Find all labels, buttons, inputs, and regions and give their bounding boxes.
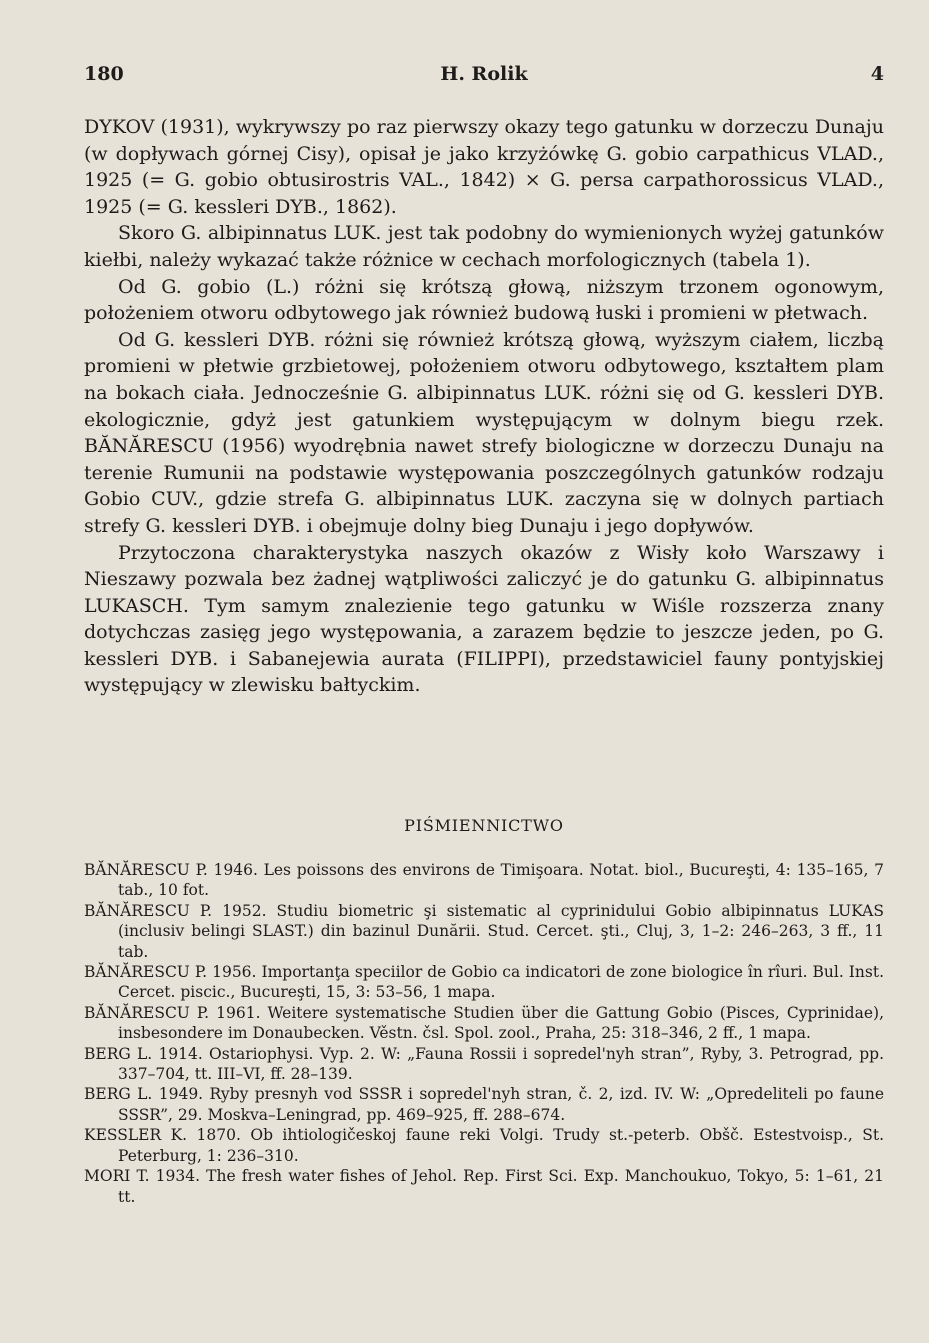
- reference-item: MORI T. 1934. The fresh water fishes of Jehol. Rep. First Sci. Exp. Manchoukuo, Tokyo, 5: 1–61, 21 tt.: [84, 1167, 884, 1206]
- section-number: 4: [870, 63, 884, 85]
- paragraph: Od G. gobio (L.) różni się krótszą głową, niższym trzonem ogonowym, położeniem otworu odbytowego jak również budową łuski i promieni w płetwach.: [84, 275, 884, 325]
- page-number: 180: [84, 63, 124, 85]
- body-text: [84, 114, 884, 699]
- paragraph: DYKOV (1931), wykrywszy po raz pierwszy okazy tego gatunku w dorzeczu Dunaju (w dopływach górnej Cisy), opisał je jako krzyżówkę G. gobio carpathicus VLAD., 1925 (= G. gobio obtusirostris VAL., 1842) × G. persa carpathorossicus VLAD., 1925 (= G. kessleri DYB., 1862).: [84, 116, 884, 218]
- reference-item: BĂNĂRESCU P. 1946. Les poissons des environs de Timişoara. Notat. biol., Bucureşti, 4: 135–165, 7 tab., 10 fot.: [84, 861, 884, 900]
- page-header: [84, 63, 884, 89]
- paragraph: Od G. kessleri DYB. różni się również krótszą głową, wyższym ciałem, liczbą promieni w płetwie grzbietowej, położeniem otworu odbytowego, kształtem plam na bokach ciała. Jednocześnie G. albipinnatus LUK. różni się od G. kessleri DYB. ekologicznie, gdyż jest gatunkiem występującym w dolnym biegu rzek. BĂNĂRESCU (1956) wyodrębnia nawet strefy biologiczne w dorzeczu Dunaju na terenie Rumunii na podstawie występowania poszczególnych gatunków rodzaju Gobio CUV., gdzie strefa G. albipinnatus LUK. zaczyna się w dolnych partiach strefy G. kessleri DYB. i obejmuje dolny bieg Dunaju i jego dopływów.: [84, 328, 884, 537]
- references-list: [84, 860, 884, 1207]
- reference-item: BERG L. 1949. Ryby presnyh vod SSSR i sopredel'nyh stran, č. 2, izd. IV. W: „Opredeliteli po faune SSSR”, 29. Moskva–Leningrad, pp. 469–925, ff. 288–674.: [84, 1085, 884, 1124]
- paragraph: Skoro G. albipinnatus LUK. jest tak podobny do wymienionych wyżej gatunków kiełbi, należy wykazać także różnice w cechach morfologicznych (tabela 1).: [84, 222, 884, 271]
- references-heading: PIŚMIENNICTWO: [404, 816, 564, 835]
- reference-item: BĂNĂRESCU P. 1956. Importanţa speciilor de Gobio ca indicatori de zone biologice în rîuri. Bul. Inst. Cercet. piscic., Bucureşti, 15, 3: 53–56, 1 mapa.: [84, 963, 884, 1002]
- reference-item: BĂNĂRESCU P. 1961. Weitere systematische Studien über die Gattung Gobio (Pisces, Cyprinidae), insbesondere im Donaubecken. Věstn. čsl. Spol. zool., Praha, 25: 318–346, 2 ff., 1 mapa.: [84, 1003, 884, 1043]
- running-head: H. Rolik: [440, 63, 528, 85]
- reference-item: KESSLER K. 1870. Ob ihtiologičeskoj faune reki Volgi. Trudy st.-peterb. Obšč. Estestvoisp., St. Peterburg, 1: 236–310.: [84, 1126, 884, 1165]
- paragraph: Przytoczona charakterystyka naszych okazów z Wisły koło Warszawy i Nieszawy pozwala bez żadnej wątpliwości zaliczyć je do gatunku G. albipinnatus LUKASCH. Tym samym znalezienie tego gatunku w Wiśle rozszerza znany dotychczas zasięg jego występowania, a zarazem będzie to jeszcze jeden, po G. kessleri DYB. i Sabanejewia aurata (FILIPPI), przedstawiciel fauny pontyjskiej występujący w zlewisku bałtyckim.: [84, 541, 884, 697]
- reference-item: BĂNĂRESCU P. 1952. Studiu biometric şi sistematic al cyprinidului Gobio albipinnatus LUKAS (inclusiv belingi SLAST.) din bazinul Dunării. Stud. Cercet. şti., Cluj, 3, 1–2: 246–263, 3 ff., 11 tab.: [84, 901, 884, 961]
- reference-item: BERG L. 1914. Ostariophysi. Vyp. 2. W: „Fauna Rossii i sopredel'nyh stran”, Ryby, 3. Petrograd, pp. 337–704, tt. III–VI, ff. 28–139.: [84, 1044, 884, 1084]
